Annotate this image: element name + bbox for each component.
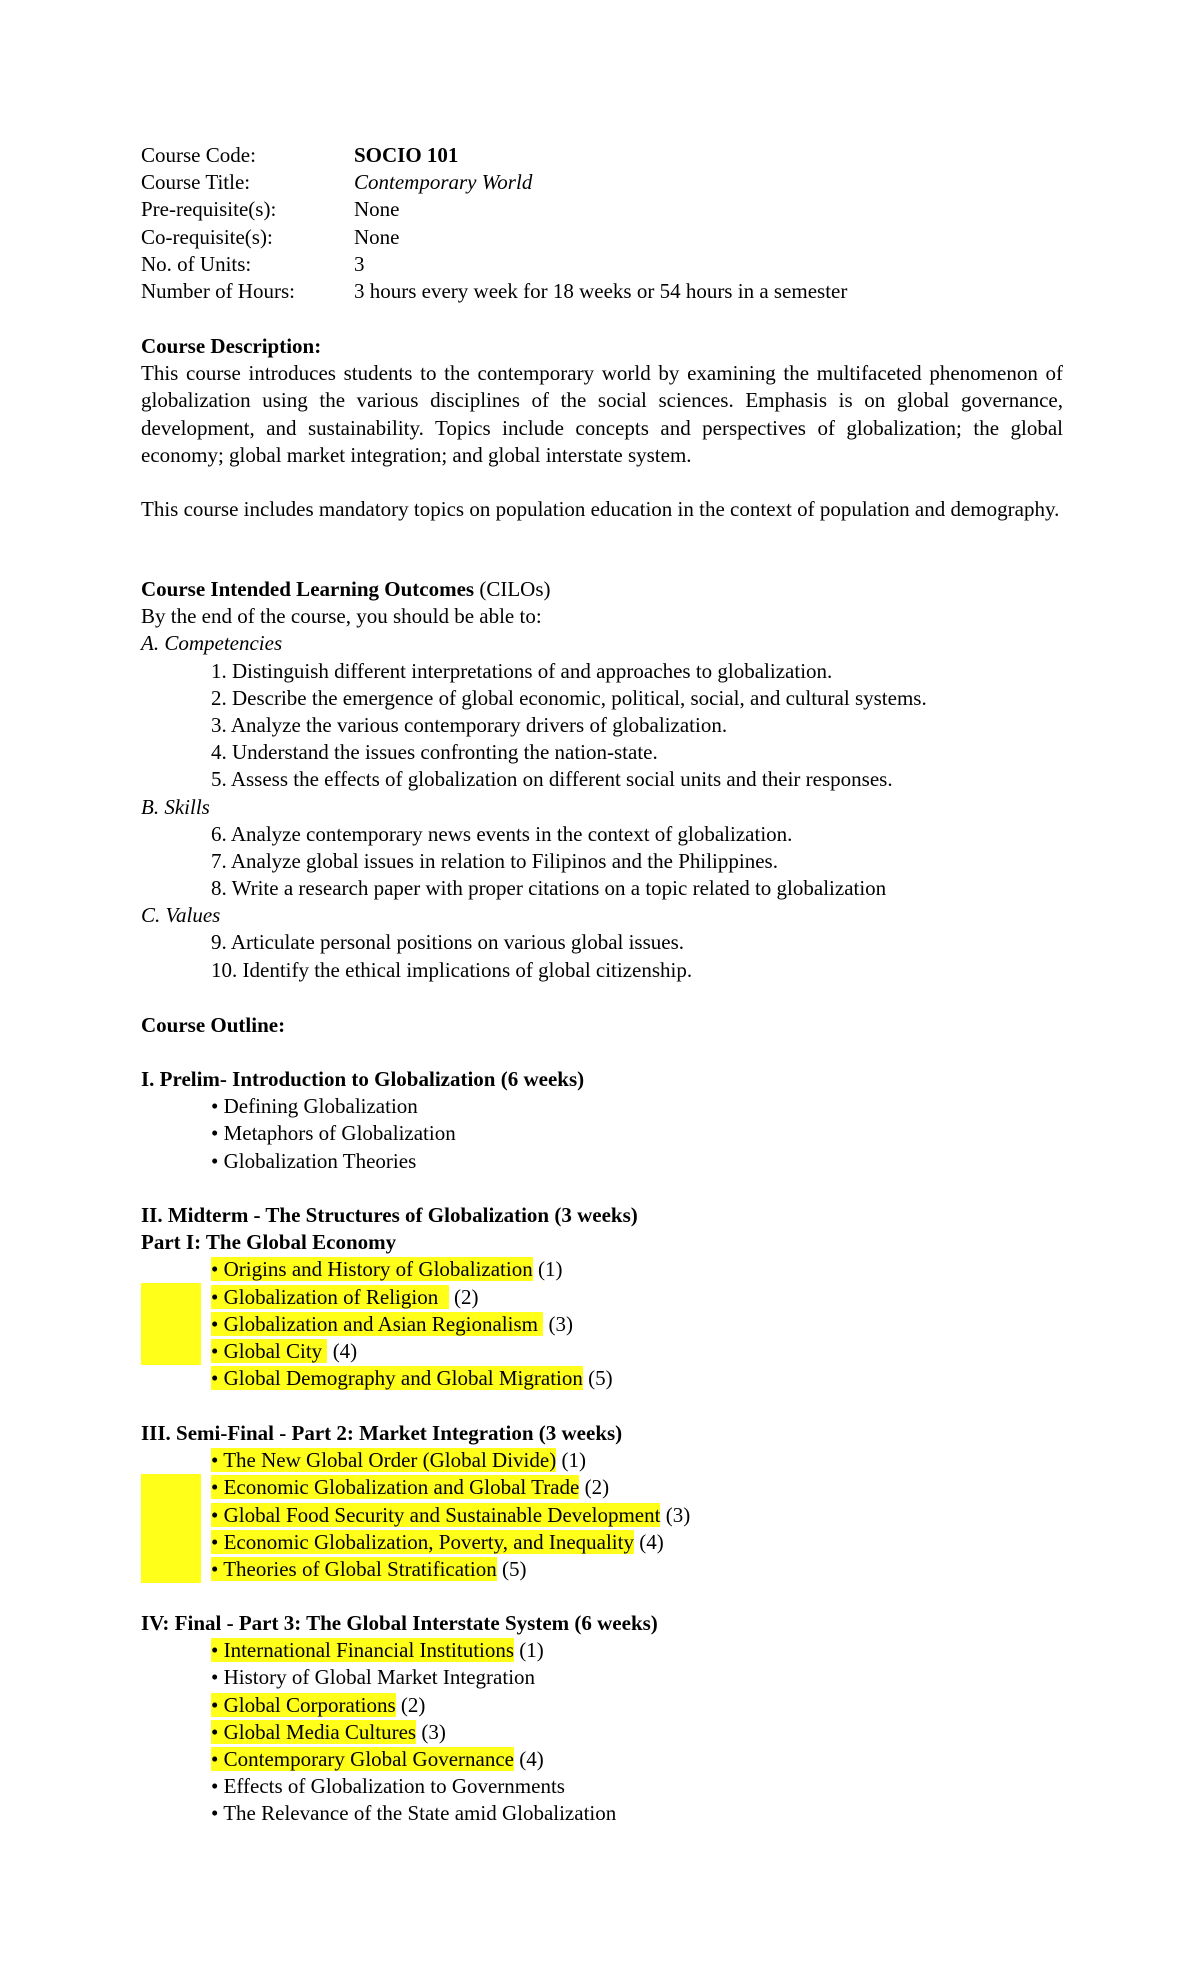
outline-item bbox=[141, 1556, 1063, 1583]
cilo-section bbox=[141, 576, 1063, 984]
outline-item-text: • Contemporary Global Governance bbox=[211, 1746, 515, 1771]
midterm-subtitle: Part I: The Global Economy bbox=[141, 1230, 397, 1255]
corequisite-value: None bbox=[354, 224, 400, 249]
course-outline bbox=[141, 1012, 1063, 1039]
outline-item: • Metaphors of Globalization bbox=[211, 1121, 456, 1146]
outline-item-text: • Globalization of Religion bbox=[211, 1284, 449, 1309]
outline-item bbox=[141, 1284, 1063, 1311]
course-code-value: SOCIO 101 bbox=[354, 143, 459, 167]
outline-item bbox=[141, 1474, 1063, 1501]
course-title-row bbox=[141, 169, 1063, 196]
outline-item-text: • Global Food Security and Sustainable Development bbox=[211, 1502, 661, 1527]
prerequisite-value: None bbox=[354, 197, 400, 222]
units-value: 3 bbox=[354, 251, 365, 276]
outline-item-text: • Global Demography and Global Migration bbox=[211, 1366, 583, 1391]
outline-prelim bbox=[141, 1066, 1063, 1175]
outline-item-text: • Economic Globalization, Poverty, and Inequality bbox=[211, 1529, 634, 1554]
outline-item-number: (1) bbox=[556, 1448, 586, 1473]
prerequisite-label: Pre-requisite(s): bbox=[141, 197, 277, 222]
outline-midterm bbox=[141, 1202, 1063, 1392]
course-title-value: Contemporary World bbox=[354, 170, 533, 195]
outline-item-text: • The Relevance of the State amid Globalization bbox=[211, 1801, 617, 1826]
final-title: IV: Final - Part 3: The Global Interstate System (6 weeks) bbox=[141, 1611, 658, 1635]
cilo-item: 4. Understand the issues confronting the nation-state. bbox=[211, 740, 658, 765]
course-code-label: Course Code: bbox=[141, 143, 256, 167]
description-paragraph-1: This course introduces students to the contemporary world by examining the multifaceted phenomenon of globalization using the various disciplines of the social sciences. Emphasis is on global governance, development, and sustainability. Topics include concepts and perspectives of globalization; the global economy; global market integration; and global interstate system. bbox=[141, 361, 1063, 467]
outline-item-text: • Theories of Global Stratification bbox=[211, 1556, 497, 1581]
cilo-group-title-skills: B. Skills bbox=[141, 794, 210, 819]
outline-item-number: (3) bbox=[416, 1719, 446, 1744]
outline-item bbox=[141, 1800, 1063, 1827]
cilo-item: 10. Identify the ethical implications of global citizenship. bbox=[211, 957, 693, 982]
outline-item bbox=[141, 1664, 1063, 1691]
outline-item-number: (3) bbox=[660, 1502, 691, 1527]
hours-row bbox=[141, 278, 1063, 305]
description-paragraph-2: This course includes mandatory topics on population education in the context of population and demography. bbox=[141, 497, 1060, 521]
midterm-title: II. Midterm - The Structures of Globalization (3 weeks) bbox=[141, 1203, 638, 1227]
cilo-item: 3. Analyze the various contemporary drivers of globalization. bbox=[211, 712, 728, 737]
cilo-item: 5. Assess the effects of globalization on different social units and their responses. bbox=[211, 767, 893, 792]
prerequisite-row bbox=[141, 196, 1063, 223]
units-label: No. of Units: bbox=[141, 251, 252, 276]
outline-item-text: • Global Media Cultures bbox=[211, 1719, 417, 1744]
outline-item bbox=[141, 1338, 1063, 1365]
cilo-item: 1. Distinguish different interpretations of and approaches to globalization. bbox=[211, 658, 833, 683]
corequisite-label: Co-requisite(s): bbox=[141, 224, 273, 249]
cilo-heading-bold: Course Intended Learning Outcomes bbox=[141, 577, 475, 601]
outline-item bbox=[141, 1502, 1063, 1529]
course-description-2 bbox=[141, 496, 1063, 523]
outline-item-text: • Economic Globalization and Global Trade bbox=[211, 1475, 580, 1500]
outline-item bbox=[141, 1256, 1063, 1283]
midterm-items bbox=[141, 1256, 1063, 1392]
semifinal-items bbox=[141, 1447, 1063, 1583]
cilo-intro: By the end of the course, you should be able to: bbox=[141, 604, 542, 629]
outline-item bbox=[141, 1692, 1063, 1719]
outline-semifinal bbox=[141, 1420, 1063, 1583]
outline-item-number: (5) bbox=[496, 1556, 527, 1581]
corequisite-row bbox=[141, 224, 1063, 251]
course-description bbox=[141, 333, 1063, 469]
outline-item-number: (5) bbox=[582, 1366, 613, 1391]
outline-item bbox=[141, 1365, 1063, 1392]
cilo-item: 6. Analyze contemporary news events in the context of globalization. bbox=[211, 821, 793, 846]
outline-item-number: (1) bbox=[514, 1638, 544, 1663]
outline-item-text: • Global City bbox=[211, 1338, 328, 1363]
outline-item-text: • Globalization and Asian Regionalism bbox=[211, 1311, 544, 1336]
outline-item bbox=[141, 1311, 1063, 1338]
outline-item-text: • International Financial Institutions bbox=[211, 1638, 515, 1663]
outline-item bbox=[141, 1746, 1063, 1773]
outline-item-text: • History of Global Market Integration bbox=[211, 1665, 536, 1690]
cilo-item: 9. Articulate personal positions on various global issues. bbox=[211, 930, 685, 955]
outline-item-text: • The New Global Order (Global Divide) bbox=[211, 1448, 557, 1473]
description-heading: Course Description: bbox=[141, 334, 322, 358]
outline-item-text: • Global Corporations bbox=[211, 1692, 396, 1717]
outline-final bbox=[141, 1610, 1063, 1828]
hours-value: 3 hours every week for 18 weeks or 54 hours in a semester bbox=[354, 278, 848, 303]
cilo-item: 7. Analyze global issues in relation to Filipinos and the Philippines. bbox=[211, 848, 778, 873]
course-info bbox=[141, 142, 1063, 305]
cilo-group-title-competencies: A. Competencies bbox=[141, 631, 283, 656]
outline-item bbox=[141, 1637, 1063, 1664]
cilo-group-title-values: C. Values bbox=[141, 903, 221, 928]
outline-item bbox=[141, 1447, 1063, 1474]
outline-item bbox=[141, 1719, 1063, 1746]
outline-item-number: (2) bbox=[579, 1475, 610, 1500]
outline-item: • Defining Globalization bbox=[211, 1094, 418, 1119]
cilo-heading-rest: (CILOs) bbox=[474, 577, 551, 601]
semifinal-title: III. Semi-Final - Part 2: Market Integration (3 weeks) bbox=[141, 1421, 623, 1445]
units-row bbox=[141, 251, 1063, 278]
hours-label: Number of Hours: bbox=[141, 278, 295, 303]
outline-item-number: (2) bbox=[448, 1284, 479, 1309]
cilo-item: 2. Describe the emergence of global economic, political, social, and cultural systems. bbox=[211, 685, 927, 710]
outline-item: • Globalization Theories bbox=[211, 1148, 417, 1173]
outline-item-number: (4) bbox=[633, 1529, 664, 1554]
outline-item bbox=[141, 1773, 1063, 1800]
outline-item-number: (4) bbox=[327, 1338, 358, 1363]
outline-item-number: (4) bbox=[514, 1746, 544, 1771]
course-code-row bbox=[141, 142, 1063, 169]
cilo-heading bbox=[141, 576, 1063, 603]
outline-item-number: (1) bbox=[532, 1257, 563, 1282]
outline-item-number: (3) bbox=[543, 1311, 573, 1336]
outline-heading: Course Outline: bbox=[141, 1013, 286, 1037]
prelim-title: I. Prelim- Introduction to Globalization (6 weeks) bbox=[141, 1067, 585, 1091]
outline-item-text: • Effects of Globalization to Governments bbox=[211, 1774, 565, 1799]
syllabus-page bbox=[141, 0, 1063, 1976]
outline-item-text: • Origins and History of Globalization bbox=[211, 1257, 533, 1282]
course-title-label: Course Title: bbox=[141, 170, 251, 195]
cilo-item: 8. Write a research paper with proper citations on a topic related to globalization bbox=[211, 876, 887, 901]
outline-item bbox=[141, 1529, 1063, 1556]
outline-item-number: (2) bbox=[395, 1692, 426, 1717]
